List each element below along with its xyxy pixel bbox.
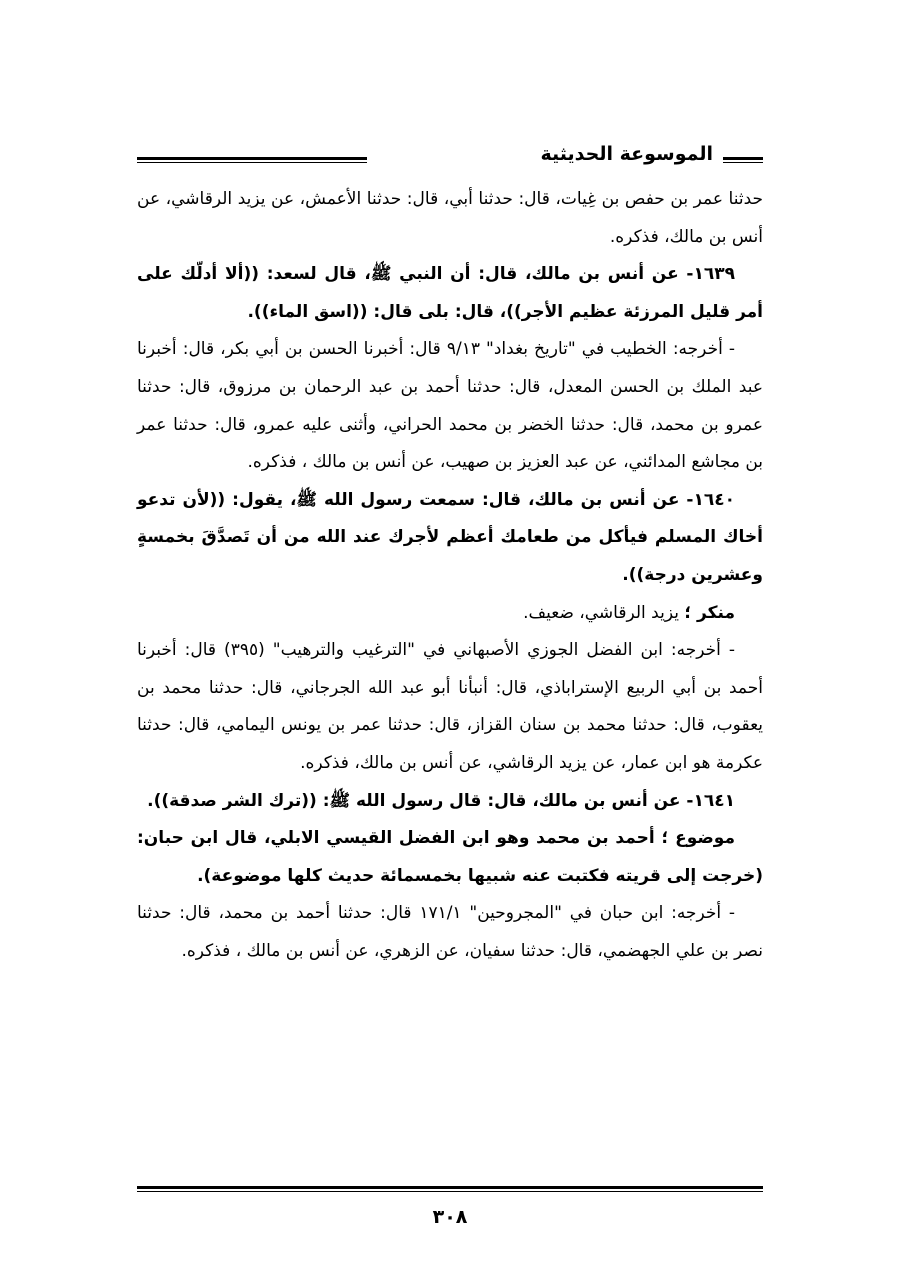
paragraph-text: حدثنا عمر بن حفص بن غِيات، قال: حدثنا أبي، قال: حدثنا الأعمش، عن يزيد الرقاشي، عن أنس بن مالك، فذكره. bbox=[137, 189, 763, 247]
grading-label: موضوع ؛ bbox=[661, 828, 735, 849]
paragraph-text: ١٦٤٠- عن أنس بن مالك، قال: سمعت رسول الله ﷺ، يقول: ((لأن تدعو أخاك المسلم فيأكل من طعامك أعظم لأجرك عند الله من أن تَصدَّقَ بخمسةٍ وعشرين درجة)). bbox=[137, 489, 763, 585]
paragraph-text: - أخرجه: الخطيب في "تاريخ بغداد" ٩/١٣ قال: أخبرنا الحسن بن أبي بكر، قال: أخبرنا عبد الملك بن الحسن المعدل، قال: حدثنا أحمد بن عبد الرحمان بن مرزوق، قال: حدثنا عمرو بن محمد، قال: حدثنا الخضر بن محمد الحراني، وأثنى عليه عمرو، قال: حدثنا عمر بن مجاشع المدائني، عن عبد العزيز بن صهيب، عن أنس بن مالك ، فذكره. bbox=[137, 339, 763, 473]
paragraph-text: ١٦٣٩- عن أنس بن مالك، قال: أن النبي ﷺ، قال لسعد: ((ألا أدلّك على أمر قليل المرزئة عظيم الأجر))، قال: بلى قال: ((اسق الماء)). bbox=[137, 264, 763, 322]
footer-rule bbox=[137, 1186, 763, 1192]
paragraph-text: - أخرجه: ابن الفضل الجوزي الأصبهاني في "الترغيب والترهيب" (٣٩٥) قال: أخبرنا أحمد بن أبي الربيع الإستراباذي، قال: أنبأنا أبو عبد الله الجرجاني، قال: حدثنا محمد بن يعقوب، قال: حدثنا محمد بن سنان القزاز، قال: حدثنا عمر بن يونس اليمامي، قال: حدثنا عكرمة هو ابن عمار، عن يزيد الرقاشي، عن أنس بن مالك، فذكره. bbox=[137, 640, 763, 773]
hadith-1639 bbox=[137, 256, 763, 331]
header-rule-right bbox=[723, 157, 763, 163]
header-title: الموسوعة الحديثية bbox=[540, 143, 713, 165]
header-rule-left bbox=[137, 157, 367, 163]
paragraph-text: ١٦٤١- عن أنس بن مالك، قال: قال رسول الله ﷺ: ((ترك الشر صدقة)). bbox=[147, 790, 735, 811]
takhrij-1640 bbox=[137, 632, 763, 782]
takhrij-1641 bbox=[137, 895, 763, 970]
hadith-1640 bbox=[137, 482, 763, 595]
hadith-1641 bbox=[137, 783, 763, 821]
body-text bbox=[137, 181, 763, 970]
paragraph-1 bbox=[137, 181, 763, 256]
paragraph-text: - أخرجه: ابن حبان في "المجروحين" ١٧١/١ قال: حدثنا أحمد بن محمد، قال: حدثنا نصر بن علي الجهضمي، قال: حدثنا سفيان، عن الزهري، عن أنس بن مالك ، فذكره. bbox=[137, 903, 763, 961]
grading-1640 bbox=[137, 595, 763, 633]
paragraph-text: أحمد بن محمد وهو ابن الفضل القيسي الابلي، قال ابن حبان: (خرجت إلى قريته فكتبت عنه شبيها بخمسمائة حديث كلها موضوعة). bbox=[137, 828, 763, 886]
takhrij-1639 bbox=[137, 331, 763, 481]
running-header bbox=[137, 143, 763, 179]
paragraph-text: يزيد الرقاشي، ضعيف. bbox=[523, 602, 685, 623]
grading-label: منكر ؛ bbox=[684, 602, 735, 623]
page-number: ٣٠٨ bbox=[432, 1206, 468, 1228]
grading-1641 bbox=[137, 820, 763, 895]
